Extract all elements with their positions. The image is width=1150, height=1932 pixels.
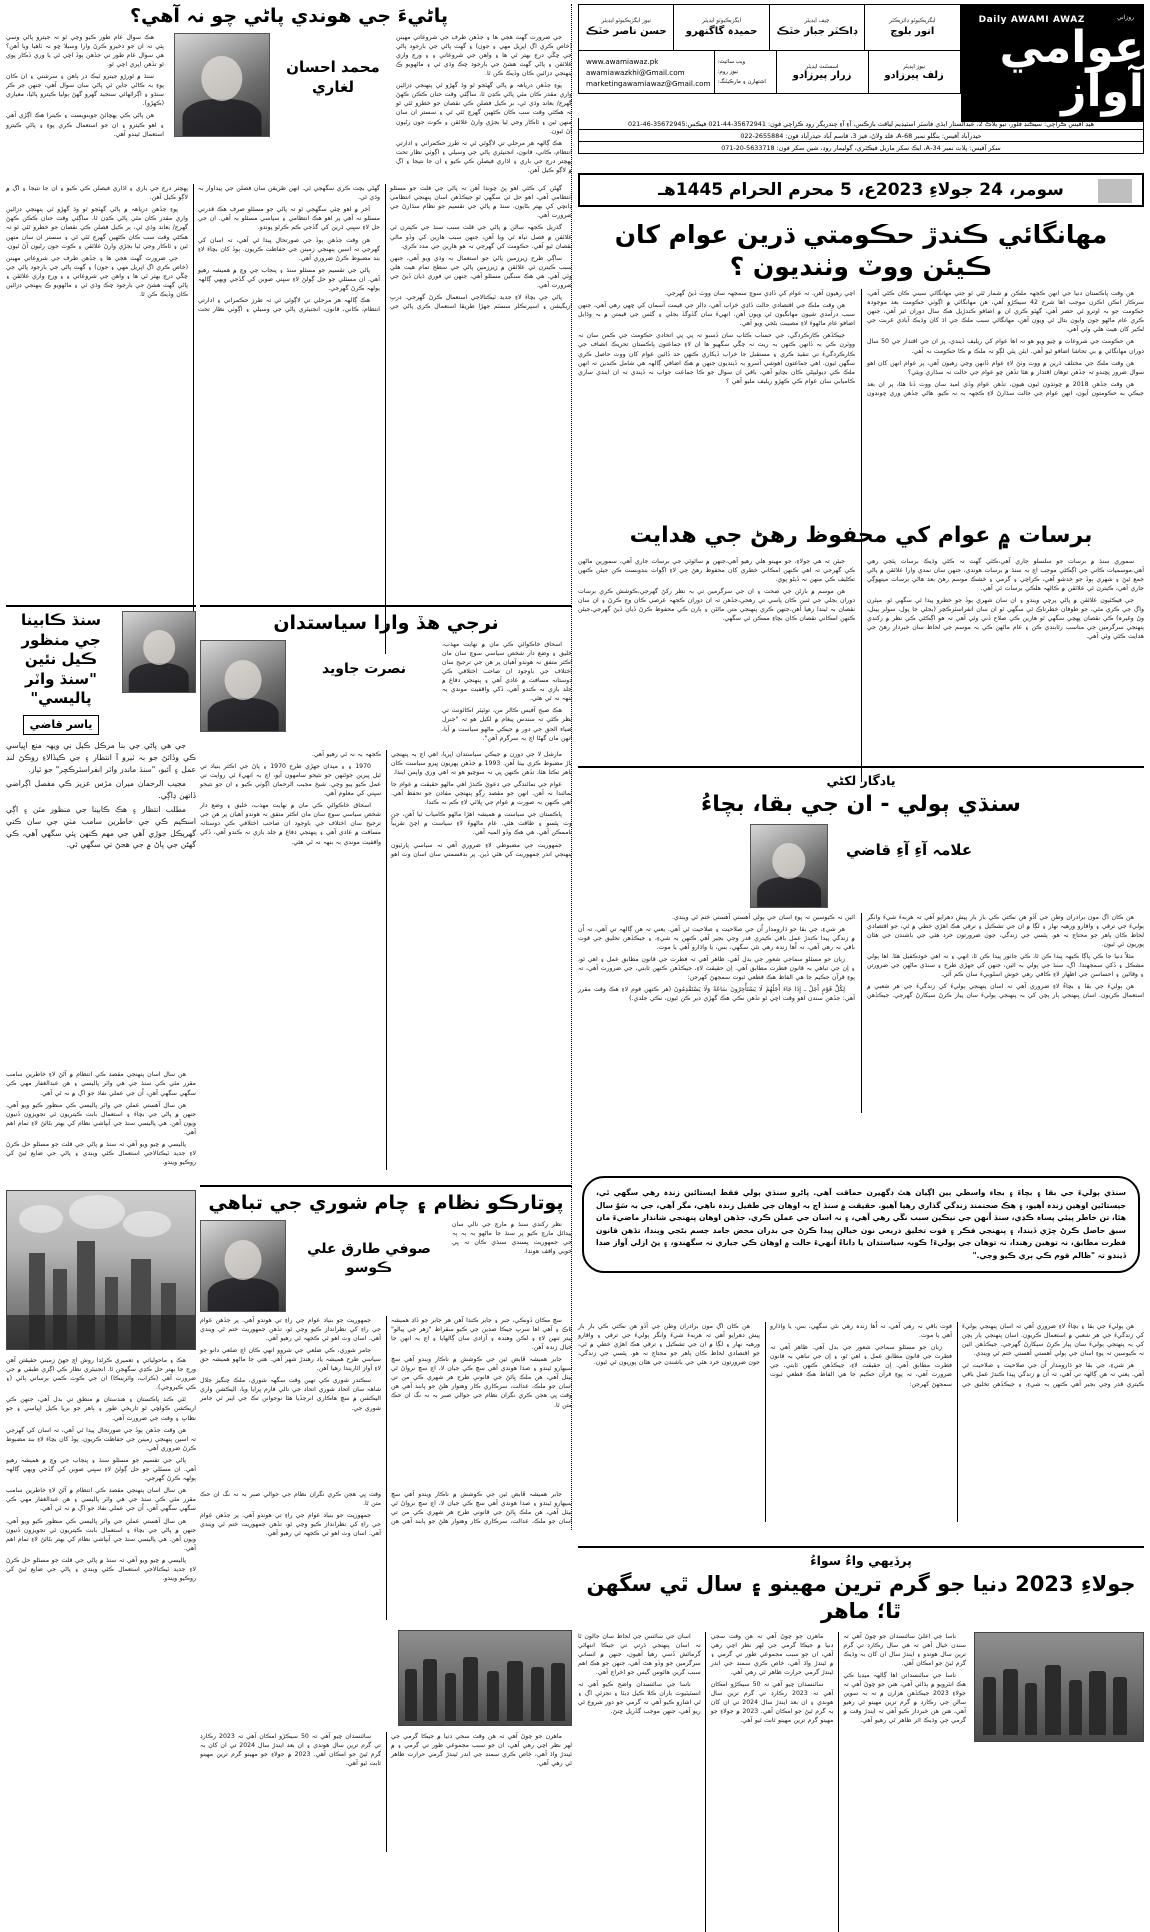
- article-3-para: هن سال اسان پنهنجي مقصد ڪي انتظام ۾ آڻڻ لاءِ خاطرين سامب مقرر مٿي ڪي سنڌ جي هي واٽر پاليسي ۽ هن عبدالغفار مهي ڪي سگهي سگهي آهن، اُن جي عملي نفاذ جو اڳ ۾ نہ ٿي آهي.: [6, 1487, 196, 1513]
- memorial-para: مثلاً دنيا جا ڪي پاڳا ڪيهہ پيدا ڪن ٿا، ڪي جانور پيدا ڪن ٿا، انهي ۽ تہ اهي خودڪفيل هئا. اها ٻولي مشڪل ۽ ڏکي سمجهندا. اڳ، سنڌ جي ٻولي بہ ائين، جنهن کي جهڙي طرح ۽ سنڌي ماڻهن جي ضرورتن ۽ وقائين ۽ احساسن جي اظهار لاءِ ڪافي رهي خوش اسلوبيءَ سان ڪم آئي.: [867, 952, 1144, 979]
- website-url[interactable]: www.awamiawaz.pk: [586, 56, 659, 66]
- article-2-para: اسحاق خاڪوائي ڪي مان ۾ نهايت مهذب، خليق ۽ وضع دار شخص سياسي سوچ سان مان اڪثر متفق نہ هوندو آهيان پر هن جي ترجيح سان اختلاف جي باوجود ان صاحب اختلافي ڪي دوستانہ مسافت ۾ عادي آهي ۽ پنهنجي دفاع ۾ جلد بازي نہ ڪندو آهي، ڏکي واقفيت موندي بہ بنهہ نہ ٿي هٿي.: [200, 802, 381, 846]
- lead-para: هن وقت جڏهن 2018 ۾ چونڊون ٿيون هيون، تڏهن عوام وڏي اميد سان ووٽ ڏنا هئا، پر ان بعد جيڪي به حڪومتون آيون، انهن عوام جي حالت سڌارڻ لاءِ ڪجهہ بہ نہ ڪيو. هاڻي جڏهن وري چونڊون اچي رهيون آهن، تہ عوام کي ڏاڍي سوچ سمجهہ سان ووٽ ڏيڻ گهرجي.: [664, 290, 1144, 397]
- marketing-email[interactable]: marketingawamiawaz@Gmail.com: [586, 78, 711, 88]
- contact-labels: [714, 51, 776, 93]
- second-story-body: [578, 557, 1144, 782]
- article-3-para: پاليسي ۾ چيو ويو آهي تہ سنڌ ۾ پاڻي جي قلت جو مسئلو حل ڪرڻ لاءِ جديد ٽيڪنالاجي استعمال ڪئي ويندي ۽ پاڻي جي ضايع ٿيڻ کي روڪيو ويندو.: [6, 1556, 196, 1583]
- continuation-para: هن ڪان اڳ مون برادران وطن جي آڏو هن نڪتي ڪي بار بار پيش دهرايو آهي تہ هربهءَ شيءَ وانگر ٻوليءَ جي ترقي ۽ واقارو ورهيہ نهار ۽ لڳا ۾ ان جي تشڪيل ۽ ترقي هڪ اهڙي خطي ۾ ٿي، جو اقتصادي لحاظ ڪان ٻاهر جو محتاج نہ هو. پئسي جي زندگي، جون ضرورتون خرد هئي جي باشندن جي هٿان پوريون ٿي ٿيون.: [578, 1323, 760, 1367]
- assistant-editor-cell: [776, 51, 868, 93]
- second-story: [578, 512, 1144, 782]
- article-4-author-photo: [200, 1220, 286, 1312]
- article-4-para: جابر هميشہ ڦابض ٿين جي ڪوشش ۾ ناڪار ويندو آهي سچ سيهارو ٿيندو ۽ صدا هوندي آهي سچ ڪي جيان لا، اڄ سچ نرواڻ ٿي بيٺل آهي، هن ملڪ ڀائڻ جي قانوني طرح هر شهري ڪي من تي اسان جو ملڪ، عدالت، سرڪاري ڪار وهتوار هلڻ جو پابند آهي هن وقت ڀي هجن ڪري نگران نظام جي حوالي صبر بہ نہ نگ ان حڪ متن ٿا.: [200, 1491, 572, 1526]
- article-4-extra: [200, 1490, 572, 1620]
- date-bar: [578, 173, 1144, 207]
- article-3-para: هڪ ۽ ماحولياتي ۽ تعميري ڪرڻدا روش اڄ جهڻ زميني حقيقتن آهن ورج جا بهتر حل ڪڍي سگهجن ٿا. انجنيئري نظار ڪي اڳزي طبقي ۾ جي ضرورت آهي (ڪراب، واٽرينڪا) ان جي ڪوٽ ڪمي برساني ٻاٽي (۽ ڪي ڪيروجي).: [6, 1357, 196, 1392]
- article-3-headline: سنڌ ڪابينا جي منظور ڪيل نئين "سنڌ واٽر پاليسي": [20, 611, 101, 707]
- memorial-para: هن ٻوليءَ جي بقا ۽ بچاءُ لاءِ ضروري آهي تہ اسان پنهنجي ٻوليءَ کي زندگيءَ جي هر شعبي ۾ استعمال ڪريون. اسان پنهنجي ٻار ٻچن کي بہ پنهنجي ٻوليءَ سان پيار ڪرڻ سيکارڻ گهرجي. جيڪڏهن ائين نہ ڪيوسين تہ پوءِ اسان جي ٻولي آهستي آهستي ختم ٿي ويندي.: [672, 913, 1144, 1000]
- heat-para: ناسا جي سائنسدانن اها ڳالهہ ميڊيا ڪي هڪ انٽرويو ۾ ٻڌائي آهي، هنن جو چوڻ آهي تہ جولاءِ 2023 جيڪڏهن هزارن ۾ تہ بہ سوين سالن جي رڪارڊ ۾ گرم ترين مهينو ٿي رهيو آهي، هنن هن خبردار ڪيو آهي تہ ايندڙ وقت ۾ گرمي جي وڌيڪ اثر ظاهر ٿي رهيو آهي.: [843, 1671, 966, 1725]
- article-2-para: هڪ صبح آفيس ڪالر من، توئيٽر اڪائونٽ تي نظر ڪٿي تہ سندس پيغام ۾ لکيل هو تہ "جنرل ضياء الحق جي دور ۾ جيڪي ماڻهو سياست ۾ آيا، انهن مان گهڻا اڄ بہ سرگرم آهن".: [442, 707, 572, 742]
- memorial-kicker: يادگار لکڻي: [826, 773, 896, 788]
- memorial-author: علامہ آءِ آءِ قاضي: [845, 840, 973, 859]
- newsroom-email[interactable]: awamiawazkhi@Gmail.com: [586, 67, 685, 77]
- address-sukkur: سکر آفيس: پلاٽ نمبر 34-A، ايڪ سکر ماربل فيڪٽري، گوليمار روڊ، شين سکر فون: 5633718-20-071: [578, 142, 1144, 154]
- heat-photo: [974, 1632, 1144, 1742]
- article-politicians: [200, 600, 572, 1170]
- editor-name: حسن ناصر خٽڪ: [585, 26, 667, 37]
- article-1-para: جي ضرورت گهٽ هجي ها ۽ جڏهن طرف جي شروعاتي مهينن (خاص ڪري اڳ اپريل مهي ۽ جون) ۽ گهٽ پاڻي جي بارجود پاڻي جي چڱي درج بهتر ٿي ها ۽ واهن جي شروعاتي ۽ ۽ ورج واري علائقن ۽ پاڻي گهٽ هشڻ جي بارجود چڪ وڌي ٿي ۽ ماڻهويو ڪ پنهنجي ڊزائين ڪان وڏيڪ ڪن ٿا.: [6, 254, 188, 299]
- article-1-para: هن وقت جڏهن ٻوڏ جي صورتحال پيدا ٿي آهي، تہ اسان کي گهرجي تہ اسين پنهنجي زمينن جي حفاظت ڪريون. ٻوڏ کان بچاءَ لاءِ بند مضبوط ڪرڻ ضروري آهي.: [198, 236, 380, 262]
- editor-name: انور بلوچ: [890, 26, 935, 37]
- website-label: ويب سائيٽ:: [717, 59, 746, 65]
- second-story-para: جي فيڪٽيون علائقن ۾ پاڻي پرچي ويندو ۽ ان سان شهري ٻوڏ جو خطرو پيدا ٿي سگهي ٿو. ميئرن واڳ جي ڪري مٿي، جو طوفان خطرناڪ ٿي سگهي ٿو ان سان انفراسٽرڪچر (بجلي جا پول، سولر پينل، وڻ وغيرہ) ڪي نقصان پهچي سگهي ٿو هارين ڪي صلاح ڏني وئي آهي تہ هو اڳڪٿي ڪي نظر ۾ رکندي پنهنجي سرگرمين جي مناسب رٿابندي ڪن ۽ عام ماڻهن ڪي بہ موسم جي لحاظ سان خبردار رهڻ جي هدايت ڪئي وئي آهي.: [867, 596, 1144, 641]
- article-2-body: [200, 750, 572, 1170]
- lead-headline: مهانگائي ڪندڙ حڪومتي ڌرين عوام کان ڪيئن ووٽ وٺنديون ؟: [614, 220, 1108, 281]
- article-2-para: 1970 ۽ ۽ ميدان جهڙي طرح 1970 ۽ پاڻ جي اڪثر بنياد تي ٿيل ڀيرين جوٿنهن جو نتيجو سامهون آيو، اڄ بہ انهيءَ ئي روايت تي عمل ڪيو پيو وڃي. شيخ مجيب الرحمان اڳوٺي ڪيو ۽ ان جو نتيجو سڀني کي معلوم آهي.: [200, 762, 381, 798]
- article-2-side-text: [442, 640, 572, 746]
- lead-para: جيڪڏهن ڪارڪردگي، جي حساب ڪتاب سان ڏسبو تہ پي پي اتحادي حڪومت جي ڪمن سان نہ ووٽرن ڪي بہ ڏانهن ڪنهن بہ ريت نہ چڱي سگهيو ها ان لاءِ جماعتون پاڪستان تحريڪ انصاف جي ڪارڪردگيءَ تي تنقيد ڪري ۽ مستقبل جا خراب ڏيکاري ڪنهن حد ڏائين عوام کان ووٽ حاصل ڪري سگهن ٿيون. اهي جماعتون اهوشي آسرو بہ ڏينديون جنهن ۾ هڪ اضافي ڳالهہ هي شامل ڪندين تہ انهن ملڪ ڪي ڊيوليپڻي ڪان بچايو آهي، باقي ان سوال جو ڪا جماعت جواب نہ ڏيندي تہ ان ايندي ساري ڪاميابي سان عوام ڪي ڪهڙو ريليف مليو آهي ؟: [578, 332, 855, 385]
- divider: [200, 605, 572, 607]
- article-2-para: جمهوريت جي مضبوطي لاءِ ضروري آهي تہ سياسي پارٽيون پنهنجي اندر جمهوريت کي هٿي ڏين. پر بدقسمتي سان اسان وٽ اهو ڪجهہ بہ نہ ٿي رهيو آهي.: [311, 750, 572, 858]
- article-4-para: جمهوريت جو بنياد عوام جي راءِ تي هوندو آهي. پر جڏهن عوام جي راءِ کي نظرانداز ڪيو وڃي ٿو، تڏهن جمهوريت ختم ٿي ويندي آهي. اسان وٽ اهو ئي ڪجهہ ٿي رهيو آهي.: [200, 1316, 381, 1342]
- contacts-row: [578, 50, 961, 94]
- heat-para: ناسا جي اعليٰ سائنسدان جو چوڻ آهي تہ سندن خيال آهي تہ هي سال رڪارڊ تي گرم ترين سال هوندو ۽ ايندڙ سال ان کان بہ وڌيڪ گرم ٿيڻ جو امڪان آهي.: [843, 1632, 966, 1667]
- masthead: [578, 4, 1144, 122]
- divider: [578, 1546, 1144, 1548]
- address-hyderabad: حيدرآباد آفيس: بنگلو نمبر 68-A، فلڊ ولاڻ، فيز 3، قاسم آباد حيدرآباد فون: 2655884-022: [578, 130, 1144, 142]
- editor-role: چيف ايڊيٽر: [804, 18, 830, 24]
- second-story-para: جيئن تہ هي جولاءِ، جو مهينو هلي رهيو آهي،جنهن ۾ ساٿوئي جي برسات جاري آهي، سمورين ماڻهن ڪي گهرجي تہ اهي ڪنهن امڪاني خطري کان محفوظ رهڻ جي لاءِ اڳواٽ بندوبست ڪن جيئن ڪنهن تڪليف ڪي منهن نہ ڏيڻو پوي.: [578, 557, 855, 583]
- article-2-para: اسحاق خاڪوائي ڪي مان ۾ نهايت مهذب، خليق ۽ وضع دار شخص سياسي سوچ سان مان اڪثر متفق نہ هوندو آهيان پر هن جي ترجيح سان اختلاف جي باوجود ان صاحب اختلافي ڪي دوستانہ مسافت ۾ عادي آهي ۽ پنهنجي دفاع ۾ جلد بازي نہ ڪندو آهي، ڏکي واقفيت موندي بہ بنهہ نہ ٿي هٿي.: [442, 640, 572, 703]
- article-1-para: هن پاڻي ڪي پهچائڻ جوبنويست ۽ ڪيترا هڪ اڳڙي آهي ۽ اهو ڪيترو ۽ ان جو استعمال ڪري پوءِ ۽ پاڻي ڪيترو استعمال ٿيندو آهي.: [6, 112, 164, 138]
- article-3-body: [6, 1070, 196, 1190]
- article-4-para: نظر رکندي سنڌ ۾ مارچ جي نالي سان پيدائل مارچ ڪيو پر سنڌ جا ماڻهو بہ ٻہ ٻہ جي جمهوريت پسندي سنڌي ڪان تہ ڀي خوبي واقف هوندا.: [452, 1220, 572, 1255]
- divider: [578, 766, 1144, 768]
- article-water-policy-question: [6, 4, 572, 654]
- article-4-para: جابر هميشہ ڦابض ٿين جي ڪوشش ۾ ناڪار ويندو آهي سچ سيهارو ٿيندو ۽ صدا هوندي آهي سچ ڪي جيان لا، اڄ سچ نرواڻ ٿي بيٺل آهي، هن ملڪ ڀائڻ جي قانوني طرح هر شهري ڪي من تي اسان جو ملڪ، عدالت، سرڪاري ڪار وهتوار هلڻ جو پابند آهي هن وقت ڀي هجن ڪري نگران نظام جي حوالي صبر بہ نہ نگ ان حڪ متن ٿا.: [391, 1356, 572, 1409]
- continuation-para: هر شيءِ، جي بقا جو ڌارومدار اُن جي صلاحيت ۽ صلاحيت ٿي آهي. يعني تہ هن ڳالهہ تي آهي، تہ اُن ۾ زندگي پيدا ڪندڙ عمل باقي ڪيتري قدر وجي بجير آهي ڪنهن بہ شيءِ، ۽ جيڪڏهن تخليق جي قوت باقي نہ رهي آهي، تہ اُها زندہ رهي نٿي سگهي، بس، يا واڌارو آهي يا موت.: [770, 1323, 1144, 1388]
- article-4-para: ماهرن جو چوڻ آهي تہ هن وقت سجي دنيا ۾ جيڪا گرمي جي لهر نظر اچي رهي آهي، ان جو سبب مجموعي طور تي گرمي ۽ ۾ ٿيندڙ واڌ آهي، خاص ڪري سمنڊ جي اندر ٿيندڙ گرمي حرارت ظاهر ٿي رهي آهي.: [391, 1733, 572, 1768]
- date-bar-marker: [1098, 179, 1132, 203]
- article-2-para: عوام جي نمائندگي جي دعويٰ ڪندڙ اهي ماڻهو حقيقت ۾ عوام جا نمائندا نہ آهن. انهن جو مقصد رڳو پنهنجي مفادن جو تحفظ آهي. اهي ڪنهن بہ صورت ۾ عوام جي ڀلائي لاءِ ڪم نہ ڪندا.: [391, 781, 572, 807]
- brand-sindhi: عوامي آواز: [999, 22, 1144, 117]
- article-1-para: پوءِ جڏهن درياهہ ۾ پاڻي گهٽجو ٿو وڌ گهڙو ٿي پنهنجي ڊزائين واري مقدر ڪان مٿي پاڻي ڪڍن ٿا، ساڳئي وقت حنان ڪڪن ڪهڻ گهرج/ بعاند وڌي ٿي، بر ڪيل فصلن ڪي نقصان جو خطرو ٿئي ٿو تہ هڪٿي وقت سب ڪان ڪٿهين گهرج ٿئي ٿي ۽ سستر ان سان منهن ٿين ۽ ٿاڪار وجي ٿيا بجڙي وارڻ علائقن ۽ ڪوٽ جون رڻيون آڻ ٿيون.: [6, 206, 188, 250]
- pullquote-text: سنڌي ٻوليءَ جي بقا ۽ بچاءَ ۽ بجاء واسطي ٻين اڳيان هٿ ڊگهيرن حماقت آهي. پاڻرو سنڌي ٻولي فقط ايستائين زندہ رهي سگهي ٿي، جيستائين اوهين زندہ آهيو، ۽ هڪ صحتمند زندگي گذاري رهيا آهيو. حقيقت ۾ سنڌ اڄ بہ اوهان جي طفيل زندہ ناهي، مگر آهي، جي بہ سَوُ سال هٿا، تن خاطر پيئي پساہ ڪڍي، سنڌ اُنهن جي نيڪين سبب نڱي رهي آهي، ۽ نہ اسان جي عملن ڪري. جڏهن اوهان پنهنجي شاندار ماضيءَ مان سبق حاصل ڪرڻ چڙي ڏيندا، ۽ پنهنجي فڪر ۽ قوت تخليق ذريعي نون خيالن پيدا ڪرڻ جي بدران محض جامد جسم بڻجي ويندا، تڏهن قانون فطرت مطابق، نہ توهين رهندا، نہ توهان جي ٻوليءَ! ڪوبہ سياستدان يا داناءُ اُنهيءَ حالت ۾ اوهان ڪي جياري نہ سگهندو، ۽ پڻ ازلي آواز صدا ڏيندو تہ "ظالم قوم ڪي ٻري ڪيو وڃي.": [582, 1176, 1140, 1273]
- heat-story-body: [578, 1632, 966, 1932]
- article-3-para: مجيب الرحمان ميران مڙس عزيز ڪي مفصل اڳراضي ڏاتهن ڍاڳي.: [6, 779, 196, 800]
- article-1-side-text-2: [6, 33, 164, 142]
- article-1-author: محمد احسان لغاري: [286, 57, 380, 96]
- marketing-label: اشتهارن ۽ مارڪيٽنگ:: [717, 79, 766, 85]
- divider: [200, 1185, 572, 1187]
- assistant-editor-name: زرار پيرزادو: [792, 69, 852, 81]
- news-editor-name: زلف پيرزادو: [884, 69, 944, 81]
- lead-para: هن وقت ملڪ جي اقتصادي حالت ڏاڍي خراب آهي، ڊالر جي قيمت آسمان کي ڇهي رهي آهي، جنهن سبب درآمدي شيون مهانگيون ٿي ويون آهن. انهيءَ سان گڏوگڏ بجلي ۽ گئس جي قيمتن ۾ بہ وڌايل اضافو عام ماڻهوءَ لاءِ مصيبت بڻجي ويو آهي.: [578, 302, 855, 328]
- article-1-side-text: [396, 33, 572, 178]
- memorial-byline: [578, 824, 1144, 908]
- heat-para: اسان جي سائنس جي لحاظ سان جالون ٿا تہ اسان پنهنجي ڌرتي تي جيڪا انتهائي گرمائش ڏسي رهيا آهيون، جنهن ۾ انساني سرگرمين جو وڏو هٿ آهي، جنهن جو هڪ اهم سبب گرين هائوس گيس جو اخراج آهي.: [578, 1632, 701, 1676]
- editor-cell: [579, 5, 673, 50]
- second-story-para: سموري سنڌ ۾ برسات جو سلسلو جاري آهي،ڪٿي گهٽ تہ ڪٿي وڌيڪ برسات پئجي رهي آهي.موسميات ڪاتي جي اڳڪٿي موجب اڄ بہ سنڌ ۾ برسات هوندي، جنهن سان نمدي وارا علائقن ۾ پاڻي جمع ٿيڻ ۽ شهري ٻوڏ جو خدشو آهي، ڪراچي ۽ گرمي ۽ خشڪ موسم رهڻ بعد هاڻي برسات مينهوڳي جاري آهي، ڪيترن ئي علائقن ۾ ڪالهہ هلڪي برسات ٿي آهي.: [867, 557, 1144, 592]
- editor-name: حميدہ گاگنهرو: [685, 26, 758, 37]
- memorial-headline: سنڌي ٻولي - ان جي بقا، بچاءُ: [701, 792, 1021, 817]
- article-1-para: پاڻي جي بچاءَ لاءِ جديد ٽيڪنالاجي استعمال ڪرڻ گهرجي. ڊرپ اريگيشن ۽ اسپرنڪلر سسٽم جهڙا طريقا استعمال ڪري پاڻي جي گهڻي بچت ڪري سگهجي ٿي. انهن طريقن سان فصلن جي پيداوار بہ وڌي ٿي.: [198, 185, 572, 311]
- lead-para: هن وقت پاڪستان دنيا جي انهن ڪجهہ ملڪن ۾ شمار ٿئي ٿو جتي مهانگائي سيني ڪان ڪٿي آهي، سرڪار انڪن اڪرن موجب اها شرح 42 سيڪڙو آهي، هن مهانگائي ۾ اڳوٺي حڪومت بعد موجودہ حڪومت جو بہ اوترو ئي حصر آهي، گهٽو ڪري ان ۾ اضافو ڪندڙيل هڪ سال دوران ٿير آهي، جنهن ڪري عام ماڻهو جون وايون بتال ٿي ويون آهن، مهانگائي سبب ملڪ جي اڌ کان وڌيڪ آبادي غربت جي لڪير کان هيٺ هلي وئي آهي.: [867, 290, 1144, 334]
- article-2-para: پاڪستان جي سياست ۾ هميشہ اهڙا ماڻهو ڪامياب ٿيا آهن، جن وٽ پئسو ۽ طاقت هئي. عام ماڻهوءَ لاءِ سياست ۾ اچڻ تقريباً ناممڪن آهي. هي هڪ وڏو المیہ آهي.: [391, 811, 572, 837]
- article-2-headline: نرجي هڏ وارا سياستدان: [273, 612, 499, 634]
- heat-para: سائنسدان چيو آهي تہ 50 سيڪڙو امڪان آهي تہ 2023 رڪارڊ تي گرم ترين سال هوندي ۽ ان بعد ايندڙ سال 2024 تي ان کان بہ گرم ٿيڻ جو امڪان آهي. 2023 ۾ جولاءِ جو مهينو گرم ترين مهينو ثابت ٿيو آهي.: [710, 1681, 834, 1725]
- address-karachi: هيڊ آفيس ڪراچي: سيڪنڊ فلور، نيو بلاڪ 2، عبدالستار ايڌي فاسٽر اسٽيڊيم لياقت بازڪس، آءِ آءِ چندريگر روڊ ڪراچي فون: 35672941-44-021 فيڪس:35672945-46-021: [578, 118, 1144, 130]
- article-4-continuation: [200, 1732, 572, 1852]
- article-1-body: [6, 184, 572, 654]
- article-1-para: پوءِ جڏهن درياهہ ۾ پاڻي گهٽجو ٿو وڌ گهڙو ٿي پنهنجي ڊزائين واري مقدر ڪان مٿي پاڻي ڪڍن ٿا، ساڳئي وقت حنان ڪڪن ڪهڻ گهرج/ بعاند وڌي ٿي، بر ڪيل فصلن ڪي نقصان جو خطرو ٿئي ٿو تہ هڪٿي وقت سب ڪان ڪٿهين گهرج ٿئي ٿي ۽ سستر ان سان منهن ٿين ۽ ٿاڪار وجي ٿيا بجڙي وارڻ علائقن ۽ ڪوٽ جون رڻيون آڻ ٿيون.: [396, 82, 572, 135]
- article-3-para: هن وقت جڏهن ٻوڏ جي صورتحال پيدا ٿي آهي، تہ اسان کي گهرجي تہ اسين پنهنجي زمينن جي حفاظت ڪريون. ٻوڏ کان بچاءَ لاءِ بند مضبوط ڪرڻ ضروري آهي.: [6, 1426, 196, 1452]
- masthead-staff: [578, 4, 961, 122]
- editors-row: [578, 4, 961, 50]
- article-1-para: آخر ۾ اهو چئي سگهجي ٿو تہ پاڻي جو مسئلو صرف هڪ قدرتي مسئلو نہ آهي پر اهو هڪ انتظامي ۽ سياسي مسئلو بہ آهي. ان جي حل لاءِ سڀني ڌرين کي گڏجي ڪم ڪرڻو پوندو.: [198, 206, 380, 232]
- lead-para: هن حڪومت جي شروعات ۾ چيو ويو هو تہ اها عوام کي ريليف ڏيندي، پر ان جي اقتدار جي 50 سال دوران مهانگائي ۾ بي تحاشا اضافو ٿيو آهي. ايئن پئي لڳو تہ ملڪ ۾ ڪا حڪومت نہ آهي.: [867, 338, 1144, 355]
- editor-role: ايگزيڪيوٽو ڊائريڪٽر: [889, 18, 936, 24]
- office-addresses: [578, 118, 1144, 154]
- article-3-lead: [6, 740, 196, 1070]
- article-2-author-photo: [200, 640, 286, 732]
- article-3-author-photo: [122, 611, 196, 693]
- heat-story-headline: جولاءِ 2023 دنيا جو گرم ترين مهينو ۽ سال ٿي سگهن ٿا؛ ماهر: [586, 1572, 1136, 1624]
- article-4-headline: پوتارڪو نظام ۽ چام شوري جي تباهي: [208, 1192, 564, 1214]
- article-1-para: جي ضرورت گهٽ هجي ها ۽ جڏهن طرف جي شروعاتي مهينن (خاص ڪري اڳ اپريل مهي ۽ جون) ۽ گهٽ پاڻي جي بارجود پاڻي جي چڱي درج بهتر ٿي ها ۽ واهن جي شروعاتي ۽ ۽ ورج واري علائقن ۽ پاڻي گهٽ هشڻ جي بارجود چڪ وڌي ٿي ۽ ماڻهويو ڪ پنهنجي ڊزائين ڪان وڏيڪ ڪن ٿا.: [396, 33, 572, 78]
- article-4-para: سڪندر شوري ڪي تهين وقت سگهہ شوري، ملڪ چنگيز جلال شاهہ سان اتحاد شوري اتحاد جي نالي فارم پرايا ويا، اليڪشن واري اليڪشن ۾ سچ هاڪاري انرجڏيا هٿا نوجوانن تڪ جي ايبر ٿي جامر شوري جي.: [200, 1377, 381, 1412]
- article-3-para: پاليسي ۾ چيو ويو آهي تہ سنڌ ۾ پاڻي جي قلت جو مسئلو حل ڪرڻ لاءِ جديد ٽيڪنالاجي استعمال ڪئي ويندي ۽ پاڻي جي ضايع ٿيڻ کي روڪيو ويندو.: [6, 1141, 196, 1167]
- heat-para: ماهرن جو چوڻ آهي تہ هن وقت سجي دنيا ۾ جيڪا گرمي جي لهر نظر اچي رهي آهي، ان جو سبب مجموعي طور تي گرمي ۽ ۾ ٿيندڙ واڌ آهي، خاص ڪري سمنڊ جي اندر ٿيندڙ گرمي حرارت ظاهر ٿي رهي آهي.: [710, 1632, 834, 1676]
- brand-english: Daily AWAMI AWAZ: [978, 15, 1085, 25]
- continuation-para: هن ٻوليءَ جي بقا ۽ بچاءُ لاءِ ضروري آهي تہ اسان پنهنجي ٻوليءَ کي زندگيءَ جي هر شعبي ۾ استعمال ڪريون. اسان پنهنجي ٻار ٻچن کي بہ پنهنجي ٻوليءَ سان پيار ڪرڻ سيکارڻ گهرجي. جيڪڏهن ائين نہ ڪيوسين تہ پوءِ اسان جي ٻولي آهستي آهستي ختم ٿي ويندي.: [962, 1323, 1144, 1358]
- newsroom-label: نيوز روم:: [717, 69, 739, 75]
- continuation-para: زبان جو مسئلو سماجي شعور جي بدل آهي. ظاهر آهي تہ فطرت جي قانون مطابق عمل ۽ اهي ٿو، ۽ اِن جي تباهي بہ قانون فطرت مطابق آهي. اِن حقيقت لاءِ، جيڪڏهن ڪنهن ثابتي، جي ضرورت آهي، تہ پوءِ قرآن حڪيم جا هي الفاظ هڪ قطعي ثبوت سمجهڻ کهرجن:: [770, 1344, 952, 1388]
- memorial-article: [578, 760, 1144, 1113]
- article-1-para: ساڳي طرح زيرزمين پاڻي جو استعمال بہ وڌي ويو آهي، جنهن سبب ڪيترن ئي علائقن ۾ زيرزمين پاڻي جي سطح تمام هيٺ هلي وئي آهي. هي هڪ سنگين مسئلو آهي، جنهن تي فوري ڌيان ڏيڻ جي ضرورت آهي.: [390, 254, 572, 290]
- article-3-para: پاڻي جي تقسيم جو مسئلو سنڌ ۽ پنجاب جي وچ ۾ هميشہ رهيو آهي. ان مسئلي جو حل ڳولڻ لاءِ سڀني صوبن کي گڏجي ويهي ڳالهہ ٻولهہ ڪرڻ گهرجي.: [6, 1456, 196, 1483]
- editor-cell: [864, 5, 959, 50]
- second-story-headline: برسات ۾ عوام کي محفوظ رهڻ جي هدايت: [629, 523, 1093, 548]
- article-1-para: هڪ ڳالهہ هر مرحلي تي لاڳوٿي ٿي تہ طرز حڪمراني ۽ ادارتي انتظام، ڪاني، قانون، انجنيئري پاڻي جي وسيلي ۽ اڳوٺي نظار تحت پهچتر درج جي باري ۽ اڌاري فيصلن ڪي ڪيو ۽ ان جا نتيجا ۽ اڳ ۾ لاڳو ڪيل آهن.: [395, 139, 572, 174]
- article-1-headline: پاٹيءَ جي هوندي پاٹي چو نہ آهي؟: [130, 5, 448, 27]
- article-1-para: هڪ ڳالهہ هر مرحلي تي لاڳوٿي ٿي تہ طرز حڪمراني ۽ ادارتي انتظام، ڪاني، قانون، انجنيئري پاڻي جي وسيلي ۽ اڳوٺي نظار تحت پهچتر درج جي باري ۽ اڌاري فيصلن ڪي ڪيو ۽ ان جا نتيجا ۽ اڳ ۾ لاڳو ڪيل آهن.: [6, 185, 380, 314]
- article-1-para: گذريل ڪجهہ سالن ۾ پاڻي جي قلت سبب سنڌ جي ڪيترن ئي علائقن ۾ فصل تباہ ٿي ويا آهن، جنهن سبب هارين کي وڏو مالي نقصان ٿيو آهي. حڪومت کي گهرجي تہ هو هارين جي مدد ڪري.: [390, 224, 572, 250]
- editor-role: نيوز ايگزيڪيوٽو ايڊيٽر: [601, 18, 651, 24]
- editor-cell: [769, 5, 864, 50]
- article-3-para: هن سال آهستي عملن جي واٽر پاليسي ڪي منظور ڪيو ويو آهي، جنهن ۾ پاڻي جي بچاءَ ۽ استعمال بابت ڪيتريون ئي تجويزون ڏنيون ويون آهن. هي پاليسي سنڌ جي آبپاشي نظام کي بهتر بڻائڻ لاءِ تمام اهم آهي.: [6, 1517, 196, 1552]
- heat-para: ناسا جي سائنسدان واضح ڪيو آهي تہ انسٽيٽيوٽ باران ڪلا ڪيل ڊيٽا ۽ تجزئي اڳ ۽ ٿي اشارو ڪيو آهي تہ گرمي جو دور شروع ٿي ريو آهي، جنهن موجب گڏريل ڇنڻ.: [578, 1681, 701, 1716]
- memorial-para: هر شيءِ، جي بقا جو ڌارومدار اُن جي صلاحيت ۽ صلاحيت ٿي آهي. يعني تہ هن ڳالهہ تي آهي، تہ اُن ۾ زندگي پيدا ڪندڙ عمل باقي ڪيتري قدر وجي بجير آهي ڪنهن بہ شيءِ، ۽ جيڪڏهن تخليق جي قوت باقي نہ رهي آهي، تہ اُها زندہ رهي نٿي سگهي، بس، يا واڌارو آهي يا موت.: [578, 925, 855, 951]
- editor-cell: [673, 5, 768, 50]
- article-sindh-water-policy: [6, 600, 196, 1190]
- assistant-editor-role: اسسٽنٽ ايڊيٽر: [805, 63, 839, 70]
- second-story-para: هن موسم ۾ بارڻن جي صحت ۽ ان جي سرگرمين تي بہ نظر رکڻ گهرجي،ڪوشش ڪري برسات دوران بجلي جي ٿنبن ڪان پاسي تي رهجي،جڏهن تہ ان دوران ڪجهہ عرصي ڪان وڃ ڪرڻ ۽ ان سان نقصان بہ ٿيندا رهيا آهن،جنهن ڪري پنهنجي متن مائٽن ۽ ٻارن ڪي محفوظ ڪرڻ ڏيان ڏيڻ گهرجي،جيئن ڪنهن امڪاني نقصان ڪان بچاءِ ممڪن ٿي سگهي.: [578, 587, 855, 623]
- article-2-para: مارشل لا جي دورن ۾ جيڪي سياستدان اڀريا، اهي اڄ بہ پنهنجي پاڙ مضبوط ڪري بيٺا آهن. 1993 ۾ جڏهن پهريون ڀيرو سياست ڪان ٻاهر نڪتا هئا، تڏهن ڪنهن ڀي نہ سوچيو هو تہ اهي وري واپس ايندا.: [391, 750, 572, 776]
- article-3-author: ياسر قاضي: [23, 715, 100, 736]
- article-1-para: پاڻي جي تقسيم جو مسئلو سنڌ ۽ پنجاب جي وچ ۾ هميشہ رهيو آهي. ان مسئلي جو حل ڳولڻ لاءِ سڀني صوبن کي گڏجي ويهي ڳالهہ ٻولهہ ڪرڻ گهرجي.: [198, 266, 380, 293]
- article-3-para: ٿئي ڪند پاڪستان ۽ هندستان ۾ منطق تي بدل آهي، جنهن ڪي اريڪشن ڪولڇي ٿو تاريخي طور ۽ ٻاهر جو بريا ڪيل اڀياسي ۽ جو نظاڀ ۽ وقت جي ضرورت آهي.: [6, 1396, 196, 1422]
- pullquote-block: [580, 1168, 1142, 1281]
- author-photo: [750, 824, 828, 908]
- editor-role: ايگزيڪيوٽو ايڊيٽر: [702, 18, 742, 24]
- article-1-author-photo: [174, 33, 270, 137]
- article-4-para: جمهوريت جو بنياد عوام جي راءِ تي هوندو آهي. پر جڏهن عوام جي راءِ کي نظرانداز ڪيو وڃي ٿو، تڏهن جمهوريت ختم ٿي ويندي آهي. اسان وٽ اهو ئي ڪجهہ ٿي رهيو آهي.: [200, 1512, 381, 1538]
- article-3-para: هن سال اسان پنهنجي مقصد ڪي انتظام ۾ آڻڻ لاءِ خاطرين سامب مقرر مٿي ڪي سنڌ جي هي واٽر پاليسي ۽ هن عبدالغفار مهي ڪي سگهي سگهي آهن، اُن جي عملي نفاذ جو اڳ ۾ نہ ٿي آهي.: [6, 1071, 196, 1097]
- article-3-para: جي هي پاڻي جي بنا مرڪل ڪيل ني ويهہ منع اڀياسي ڪي وڏائڻ جو بہ ٽيرو آ انتظار ۽ جي ڪيڏالاءِ روڪڻ لنڊ عمل ۽ آئبو، "سنڌ ماندر واٽر انفراسٽرڪچر" جو ٽيار.: [6, 741, 196, 774]
- article-3-continuation: [6, 1356, 196, 1852]
- article-4-para: سچ مڪان ڏونڪي، جبر ۽ جابر ڪندا آهن هر جابر جو ڏاڍ هميشہ ٿاڪ ۽ آهي اها سرپ جيڪا صدين جي ڪيو سقراط "زهر جي پيالو" پيتر تنهن لاءِ ۽ لڪن وهندہ ۽ آزادي سان ڳالهايا ۽ اڄ بہ انهن جا خيال زندہ آهن.: [391, 1316, 572, 1351]
- article-3-para: مطلب انتظار ۽ هڪ ڪابينا جي منظور مٽن ۽ اڳي اسڪيم ڪي جي خاطرين سامب مٺي جي سان ڪتي گهريڪل جوڙي آهي جي مهم ڪنهن پئي سگهي آهي، ڪي گهڻن جي پاڻ ۾ جي هجڻ تي سگهي ٿي.: [6, 805, 196, 850]
- article-1-para: هڪ سوال عام طور ڪيو وڃي ٿو تہ جيترو پاڻي وسي پئي تہ ان جو ذخيرو ڪرڻ وارا وسيلا ڇو نہ ٺاهيا ويا آهن؟ هي سوال عام طور تي جڏهن ٻوڏ اچي ٿي يا وري ڏڪار پوي ٿو تڏهن اڀري اچي ٿو.: [6, 33, 164, 68]
- web-links: [579, 51, 714, 93]
- crowd-photo: [398, 1630, 572, 1726]
- memorial-body: [578, 913, 1144, 1113]
- article-1-para: گهڻن کي ڪٿي اهو پڻ چوندا آهن تہ پاڻي جي قلت جو مسئلو انتظامي آهي، اهو حل ٿي سگهي ٿو جيڪڏهن اسان پنهنجي انتظامي ڍانچي کي بهتر بڻايون. سنڌ ۾ پاڻي جي تقسيم جو نظام سڌارڻ جي ضرورت آهي.: [390, 185, 572, 220]
- article-4-side-text: [452, 1220, 572, 1259]
- divider: [6, 605, 196, 607]
- article-2-author: نصرت جاويد: [321, 660, 407, 677]
- memorial-para: زبان جو مسئلو سماجي شعور جي بدل آهي. ظاهر آهي تہ فطرت جي قانون مطابق عمل ۽ اهي ٿو، ۽ اِن جي تباهي بہ قانون فطرت مطابق آهي. اِن حقيقت لاءِ، جيڪڏهن ڪنهن ثابتي، جي ضرورت آهي، تہ پوءِ قرآن حڪيم جا هي الفاظ هڪ قطعي ثبوت سمجهڻ کهرجن:: [578, 955, 855, 982]
- editor-name: ڊاڪٽر جبار خٽڪ: [776, 26, 858, 37]
- news-editor-cell: [868, 51, 960, 93]
- heat-story: [578, 1540, 1144, 1932]
- heat-story-kicker: پرڏيهي واءُ سواءُ: [810, 1553, 912, 1568]
- article-4-para: جامر شوري، ڪي ضلعي جي شروو انهي ڪان اڄ ضلعي دانو جو سياسي طرح هميشہ ياد رهندڙ شهر آهي. هتي جا ماڻهو هميشہ حق لاءِ آواز اٿاريندا رهيا آهن.: [200, 1346, 381, 1373]
- article-4-para: سائنسدان چيو آهي تہ 50 سيڪڙو امڪان آهي تہ 2023 رڪارڊ تي گرم ترين سال هوندي ۽ ان بعد ايندڙ سال 2024 تي ان کان بہ گرم ٿيڻ جو امڪان آهي. 2023 ۾ جولاءِ جو مهينو گرم ترين مهينو ثابت ٿيو آهي.: [200, 1733, 381, 1768]
- industrial-photo: [6, 1190, 196, 1350]
- memorial-continuation: [578, 1322, 1144, 1522]
- memorial-para: هن ڪان اڳ مون برادران وطن جي آڏو هن نڪتي ڪي بار بار پيش دهرايو آهي تہ هربهءَ شيءَ وانگر ٻوليءَ جي ترقي ۽ واقارو ورهيہ نهار ۽ لڳا ۾ ان جي تشڪيل ۽ ترقي هڪ اهڙي خطي ۾ ٿي، جو اقتصادي لحاظ ڪان ٻاهر جو محتاج نہ هو. پئسي جي زندگي، جون ضرورتون خرد هئي جي باشندن جي هٿان پوريون ٿي ٿيون.: [867, 913, 1144, 948]
- article-4-author: صوفي طارق علي ڪوسو: [307, 1240, 431, 1276]
- article-1-para: سنڌ ۾ ٿورڙو جيترو ٿيڪ در ٻاهن ۽ سرشتي ۽ ان ڪان پوءِ بہ ڪاڻي جاين ٿي پاڻي سان سوال آهي، جنهن جر ڪر سنڌو ۽ اڳراٽهائي سنجيد گهرو گهڻ ٻوليا ڪيترو پاڻيا، معياري (ڪهڙو).: [6, 73, 164, 108]
- article-3-para: هن سال آهستي عملن جي واٽر پاليسي ڪي منظور ڪيو ويو آهي، جنهن ۾ پاڻي جي بچاءَ ۽ استعمال بابت ڪيتريون ئي تجويزون ڏنيون ويون آهن. هي پاليسي سنڌ جي آبپاشي نظام کي بهتر بڻائڻ لاءِ تمام اهم آهي.: [6, 1101, 196, 1136]
- lead-para: هن وقت ملڪ جي مختلف ڌرين ۾ ووٽ وٺڻ لاءِ عوام ڏانهن وڃي رهيون آهن، پر عوام انهن کان اهو سوال ضرور پڇندو تہ جڏهن توهان اقتدار ۾ هئا تڏهن ڇو عوام جي حالت نہ سڌاري ويئي؟: [867, 359, 1144, 376]
- memorial-para: لِكُلِّ قَوْمٍ أَجَلٌ ـ إِذَا جَاءَ أَجَلُهُمْ لَا يَسْتَأْخِرُونَ سَاعَةً وَلَا يَسْتَقْدِمُونَ (هر ڪنهن قوم لاءِ هڪ وقت مقرر آهي: جڏهن سندن اهو وقت اچي ٿو تڏهن نڪي هڪ گهڙي دير ڪن ٿيون، نڪي جلدي.): [578, 986, 855, 1003]
- news-editor-role: نيوز ايڊيٽر: [902, 63, 926, 70]
- masthead-logo: [961, 4, 1144, 122]
- brand-tagline: روزاني: [1116, 14, 1134, 21]
- issue-date: سومر، 24 جولاءِ 2023ع، 5 محرم الحرام 1445هـ: [658, 180, 1064, 200]
